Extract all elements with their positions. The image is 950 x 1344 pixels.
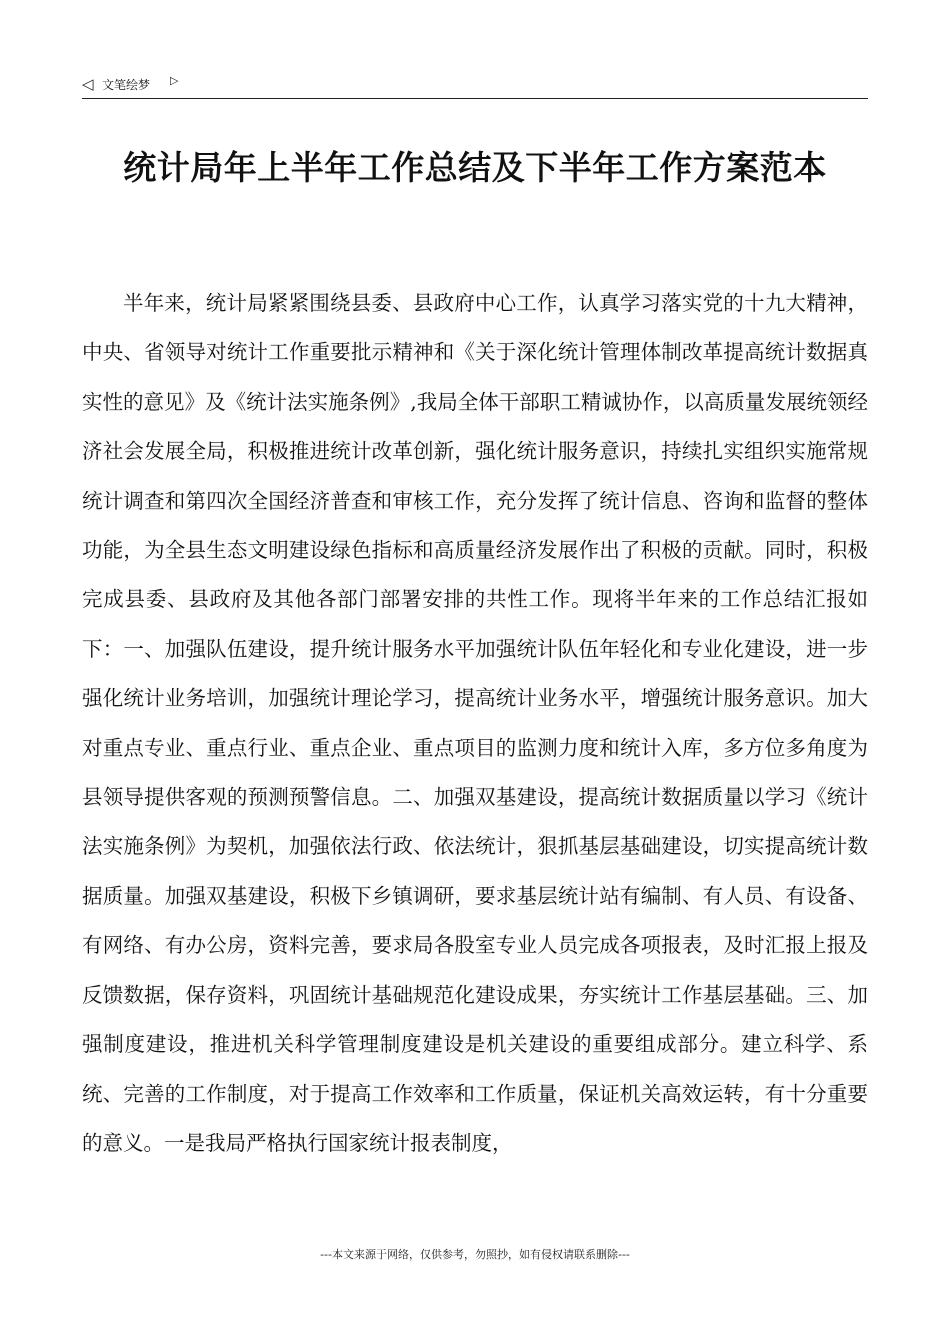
page-header	[82, 72, 868, 99]
right-triangle-icon: ▷	[170, 74, 179, 87]
left-triangle-icon: ◁	[82, 75, 94, 93]
page-footer: ---本文来源于网络，仅供参考，勿照抄，如有侵权请联系删除---	[320, 1248, 630, 1261]
document-body: 半年来，统计局紧紧围绕县委、县政府中心工作，认真学习落实党的十九大精神，中央、省领导对统计工作重要批示精神和《关于深化统计管理体制改革提高统计数据真实性的意见》及《统计法实施条例》,我局全体干部职工精诚协作，以高质量发展统领经济社会发展全局，积极推进统计改革创新，强化统计服务意识，持续扎实组织实施常规统计调查和第四次全国经济普查和审核工作，充分发挥了统计信息、咨询和监督的整体功能，为全县生态文明建设绿色指标和高质量经济发展作出了积极的贡献。同时，积极完成县委、县政府及其他各部门部署安排的共性工作。现将半年来的工作总结汇报如下：一、加强队伍建设，提升统计服务水平加强统计队伍年轻化和专业化建设，进一步强化统计业务培训，加强统计理论学习，提高统计业务水平，增强统计服务意识。加大对重点专业、重点行业、重点企业、重点项目的监测力度和统计入库，多方位多角度为县领导提供客观的预测预警信息。二、加强双基建设，提高统计数据质量以学习《统计法实施条例》为契机，加强依法行政、依法统计，狠抓基层基础建设，切实提高统计数据质量。加强双基建设，积极下乡镇调研，要求基层统计站有编制、有人员、有设备、有网络、有办公房，资料完善，要求局各股室专业人员完成各项报表，及时汇报上报及反馈数据，保存资料，巩固统计基础规范化建设成果，夯实统计工作基层基础。三、加强制度建设，推进机关科学管理制度建设是机关建设的重要组成部分。建立科学、系统、完善的工作制度，对于提高工作效率和工作质量，保证机关高效运转，有十分重要的意义。一是我局严格执行国家统计报表制度，	[82, 291, 868, 1155]
document-title: 统计局年上半年工作总结及下半年工作方案范本	[123, 148, 827, 187]
header-label: 文笔绘梦	[102, 78, 151, 92]
